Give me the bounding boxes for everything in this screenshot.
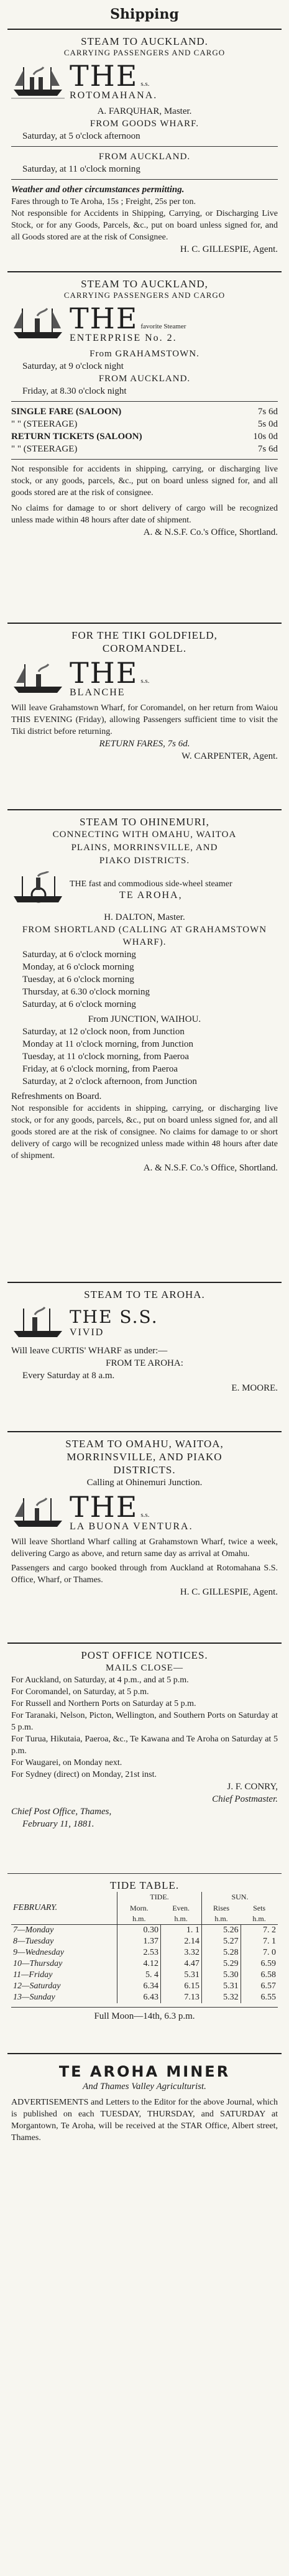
from-label: FROM SHORTLAND (CALLING AT GRAHAMSTOWN WHARF). [22,925,267,947]
sailing-time: Saturday, at 2 o'clock afternoon, from Junction [22,1077,197,1086]
agent-signature: H. C. GILLESPIE, Agent. [180,1587,278,1597]
steamship-icon [11,1494,65,1531]
tide-day: 13—Sunday [13,1993,55,2002]
vessel-prefix: s.s. [140,80,150,88]
fare-label: SINGLE FARE (SALOON) [11,407,122,417]
ad-body: Will leave Shortland Wharf calling at Grahamstown Wharf, twice a week, delivering Cargo as above, and return same day as arrival at Omahu. [11,1537,278,1559]
rule [11,146,278,147]
tide-morn: 0.30 [117,1925,161,1937]
tide-day: 11—Friday [13,1970,53,1980]
sailing-time: Saturday, at 6 o'clock morning [22,999,136,1009]
ship-row [11,59,278,101]
paddle-steamer-icon [11,871,65,907]
post-office-notices [7,1644,282,1874]
ad-rotomahana [7,30,282,272]
steamship-icon [11,306,65,342]
tide-even: 1. 1 [160,1925,201,1937]
steamship-icon [11,1305,65,1341]
rule [11,179,278,180]
fare-row [11,430,278,443]
tide-even: 2.14 [160,1936,201,1947]
tide-morn: 1.37 [117,1936,161,1947]
sun-sets: 6.55 [241,1992,278,2003]
ad-body: Will leave CURTIS' WHARF as under:— [11,1346,168,1356]
masthead-subtitle: And Thames Valley Agriculturist. [83,2082,206,2092]
mail-item: For Coromandel, on Saturday, at 5 p.m. [11,1687,149,1697]
ad-title: STEAM TO AUCKLAND, [81,278,208,290]
from-label: From JUNCTION, WAIHOU. [88,1014,201,1024]
sun-rises: 5.32 [201,1992,241,2003]
mails-close-label: MAILS CLOSE— [106,1663,183,1673]
col-unit: h.m. [252,1914,266,1923]
ad-title: FOR THE TIKI GOLDFIELD, [71,629,218,641]
sailing-time: Saturday, at 9 o'clock night [22,361,124,371]
sun-sets: 7. 0 [241,1947,278,1958]
fare-label: " " (STEERAGE) [11,444,78,454]
ship-row [11,304,278,344]
master-line: H. DALTON, Master. [104,912,185,922]
ad-body: Will leave Grahamstown Wharf, for Coromandel, on her return from Waiou THIS EVENING (Friday), allowing Passengers sufficient time to visit the Tiki district before returning. [11,703,278,736]
vessel-name: ROTOMAHANA. [70,90,158,101]
rule [11,401,278,402]
section-heading: Shipping [7,0,282,30]
mail-item: For Waugarei, on Monday next. [11,1758,122,1768]
ad-blanche [7,624,282,810]
table-row [11,1992,278,2003]
table-row [11,1981,278,1992]
ornamental-the: THE [70,1490,139,1524]
ad-title-line3: DISTRICTS. [113,1464,176,1476]
sun-sets: 7. 1 [241,1936,278,1947]
ad-title: STEAM TO OHINEMURI, [80,816,209,828]
sailing-time: Friday, at 8.30 o'clock night [22,386,127,396]
from-label: FROM GOODS WHARF. [89,119,200,129]
ornamental-the: THE [70,656,139,690]
tide-even: 3.32 [160,1947,201,1958]
fare-row [11,443,278,455]
ad-title: STEAM TO TE AROHA. [84,1289,205,1300]
tide-even: 5.31 [160,1970,201,1981]
ad-subtitle: CARRYING PASSENGERS AND CARGO [63,48,226,57]
sailing-time: Every Saturday at 8 a.m. [22,1371,115,1381]
month-label: FEBRUARY. [13,1903,58,1912]
fare-price: 5s 0d [257,419,278,429]
master-line: A. FARQUHAR, Master. [97,106,192,116]
vessel-name: ENTERPRISE No. 2. [70,333,177,343]
vessel-prefix: s.s. [140,677,150,685]
agent-signature: H. C. GILLESPIE, Agent. [180,244,278,254]
ornamental-the: THE [70,302,139,335]
ad-te-aroha-steamer [7,810,282,1283]
tide-morn: 6.43 [117,1992,161,2003]
ad-title-line2: COROMANDEL. [102,642,187,654]
sailing-time: Thursday, at 6.30 o'clock morning [22,987,150,997]
tide-title: TIDE TABLE. [109,1879,180,1891]
vessel-name: LA BUONA VENTURA. [70,1521,193,1532]
sun-rises: 5.27 [201,1936,241,1947]
table-row [11,1925,278,1937]
rule [11,459,278,460]
ship-row [11,871,278,907]
sailing-time: Saturday, at 5 o'clock afternoon [22,131,140,141]
tide-morn: 4.12 [117,1958,161,1970]
sailing-time: Saturday, at 6 o'clock morning [22,950,136,960]
steamship-icon [11,660,65,697]
tide-group-label: TIDE. [117,1892,202,1902]
tide-even: 6.15 [160,1981,201,1992]
sailing-time: Monday, at 6 o'clock morning [22,962,134,972]
ad-te-aroha-miner [7,2054,282,2197]
ad-title-line2: MORRINSVILLE, AND PIAKO [67,1451,222,1463]
sun-sets: 6.58 [241,1970,278,1981]
refreshments-note: Refreshments on Board. [11,1091,102,1101]
booking-note: Passengers and cargo booked through from Auckland at Rotomahana S.S. Office, Wharf, or Thames. [11,1564,278,1585]
table-row [11,1936,278,1947]
col-head: Even. [172,1903,190,1912]
table-row [11,1958,278,1970]
tide-day: 10—Thursday [13,1959,63,1968]
ad-title: STEAM TO OMAHU, WAITOA, [65,1438,224,1450]
tide-day: 8—Tuesday [13,1937,54,1946]
tide-grid [11,1892,278,2003]
sailing-time: Tuesday, at 6 o'clock morning [22,975,134,985]
sun-rises: 5.28 [201,1947,241,1958]
ornamental-the: THE S.S. [70,1307,158,1327]
liability-notice: Not responsible for Accidents in Shipping, Carrying, or Discharging Live Stock, or for any Goods, Parcels, &c., put on board unless signed for, and all Goods stored are at the risk of Consignee. [11,209,278,242]
sun-rises: 5.31 [201,1981,241,1992]
vessel-intro: THE fast and commodious side-wheel steamer [70,879,232,889]
liability-notice: Not responsible for accidents in shipping, carrying, or discharging live stock, or for any goods, parcels, &c., put on board unless signed for, and all goods stored are at the risk of consignee. No claims for damage to or short delivery of cargo will be recognized unless made within 48 hours after date of shipment. [11,1104,278,1161]
col-head: Morn. [117,1902,161,1914]
sun-rises: 5.26 [201,1925,241,1937]
sailing-time: Saturday, at 12 o'clock noon, from Junction [22,1027,185,1037]
ad-title-line2: CONNECTING WITH OMAHU, WAITOA [52,830,237,840]
fare-row [11,418,278,430]
favourite-label: favorite Steamer [140,323,186,330]
ad-title-line4: PIAKO DISTRICTS. [99,856,190,866]
sun-sets: 6.57 [241,1981,278,1992]
sailing-time: Friday, at 6 o'clock morning, from Paeroa [22,1064,178,1074]
sun-rises: 5.29 [201,1958,241,1970]
table-row [11,1970,278,1981]
ad-subtitle: CARRYING PASSENGERS AND CARGO [63,290,226,300]
liability-notice: Not responsible for accidents in shipping, carrying, or discharging live stock, or any goods, parcels, &c., put on board unless signed for, and all goods stored are at the risk of consignee. [11,465,278,498]
sailing-time: Monday at 11 o'clock morning, from Junction [22,1039,194,1049]
ad-title-line3: PLAINS, MORRINSVILLE, AND [71,843,218,853]
vessel-name: VIVID [70,1327,104,1338]
steamship-icon [11,63,65,100]
ship-row [11,1490,278,1532]
sun-sets: 6.59 [241,1958,278,1970]
agent-signature: W. CARPENTER, Agent. [181,751,278,761]
vessel-prefix: s.s. [140,1511,150,1519]
sailing-time: Tuesday, at 11 o'clock morning, from Paeroa [22,1052,190,1062]
signature: E. MOORE. [231,1383,278,1393]
mail-item: For Auckland, on Saturday, at 4 p.m., and at 5 p.m. [11,1675,189,1685]
post-office-date: February 11, 1881. [22,1819,94,1829]
fare-label: " " (STEERAGE) [11,419,78,429]
moon-phase: Full Moon—14th, 6.3 p.m. [11,2007,278,2022]
tide-day: 12—Saturday [13,1981,61,1991]
tide-even: 7.13 [160,1992,201,2003]
ad-la-buona-ventura [7,1432,282,1644]
fare-price: 7s 6d [257,444,278,454]
notice-title: POST OFFICE NOTICES. [81,1649,208,1661]
mail-item: For Sydney (direct) on Monday, 21st inst. [11,1770,157,1779]
fare-price: 10s 0d [253,432,278,442]
ad-vivid [7,1283,282,1432]
postmaster-role: Chief Postmaster. [212,1794,278,1804]
masthead: TE AROHA MINER [58,2063,231,2080]
col-head: Sets [253,1903,266,1912]
from-label: From GRAHAMSTOWN. [89,349,200,359]
mail-item: For Taranaki, Nelson, Picton, Wellington, and Southern Ports on Saturday at 5 p.m. [11,1711,278,1732]
sun-sets: 7. 2 [241,1925,278,1937]
sun-group-label: SUN. [201,1892,278,1902]
sailing-time: Saturday, at 11 o'clock morning [22,164,140,174]
sun-rises: 5.30 [201,1970,241,1981]
return-fares: RETURN FARES, 7s 6d. [99,739,190,749]
col-unit: h.m. [174,1914,188,1923]
tide-day: 7—Monday [13,1925,54,1935]
col-head: Rises [201,1902,241,1914]
claims-notice: No claims for damage to or short delivery of cargo will be recognized unless made within 48 hours after date of shipment. [11,504,278,525]
weather-note: Weather and other circumstances permitting. [11,185,185,195]
fare-row [11,405,278,418]
ornamental-the: THE [70,59,139,93]
tide-morn: 5. 4 [117,1970,161,1981]
ship-row [11,1305,278,1341]
tide-table [7,1874,282,2054]
office-signature: A. & N.S.F. Co.'s Office, Shortland. [143,1163,278,1173]
mail-item: For Russell and Northern Ports on Saturday at 5 p.m. [11,1699,196,1708]
fares-line: Fares through to Te Aroha, 15s ; Freight, 25s per ton. [11,197,196,206]
from-label: FROM AUCKLAND. [98,374,191,384]
vessel-name: TE AROHA, [119,889,183,901]
postmaster-name: J. F. CONRY, [227,1782,278,1792]
ad-enterprise [7,272,282,624]
fare-price: 7s 6d [257,407,278,417]
tide-morn: 6.34 [117,1981,161,1992]
vessel-name: BLANCHE [70,687,126,698]
tide-even: 4.47 [160,1958,201,1970]
table-row [11,1947,278,1958]
tide-morn: 2.53 [117,1947,161,1958]
ship-row [11,656,278,698]
ad-body: ADVERTISEMENTS and Letters to the Editor for the above Journal, which is published on each TUESDAY, THURSDAY, and SATURDAY at Morgantown, Te Aroha, will be received at the STAR Office, Albert street, Thames. [11,2098,278,2143]
post-office-address: Chief Post Office, Thames, [11,1807,112,1817]
from-label: FROM AUCKLAND. [98,152,191,162]
office-signature: A. & N.S.F. Co.'s Office, Shortland. [143,527,278,537]
tide-day: 9—Wednesday [13,1948,64,1957]
mail-item: For Turua, Hikutaia, Paeroa, &c., Te Kawana and Te Aroha on Saturday at 5 p.m. [11,1735,278,1756]
col-unit: h.m. [117,1914,161,1925]
col-unit: h.m. [201,1914,241,1925]
ad-title: STEAM TO AUCKLAND. [81,35,208,47]
fare-label: RETURN TICKETS (SALOON) [11,432,142,442]
calling-note: Calling at Ohinemuri Junction. [86,1478,203,1488]
from-label: FROM TE AROHA: [106,1358,183,1368]
